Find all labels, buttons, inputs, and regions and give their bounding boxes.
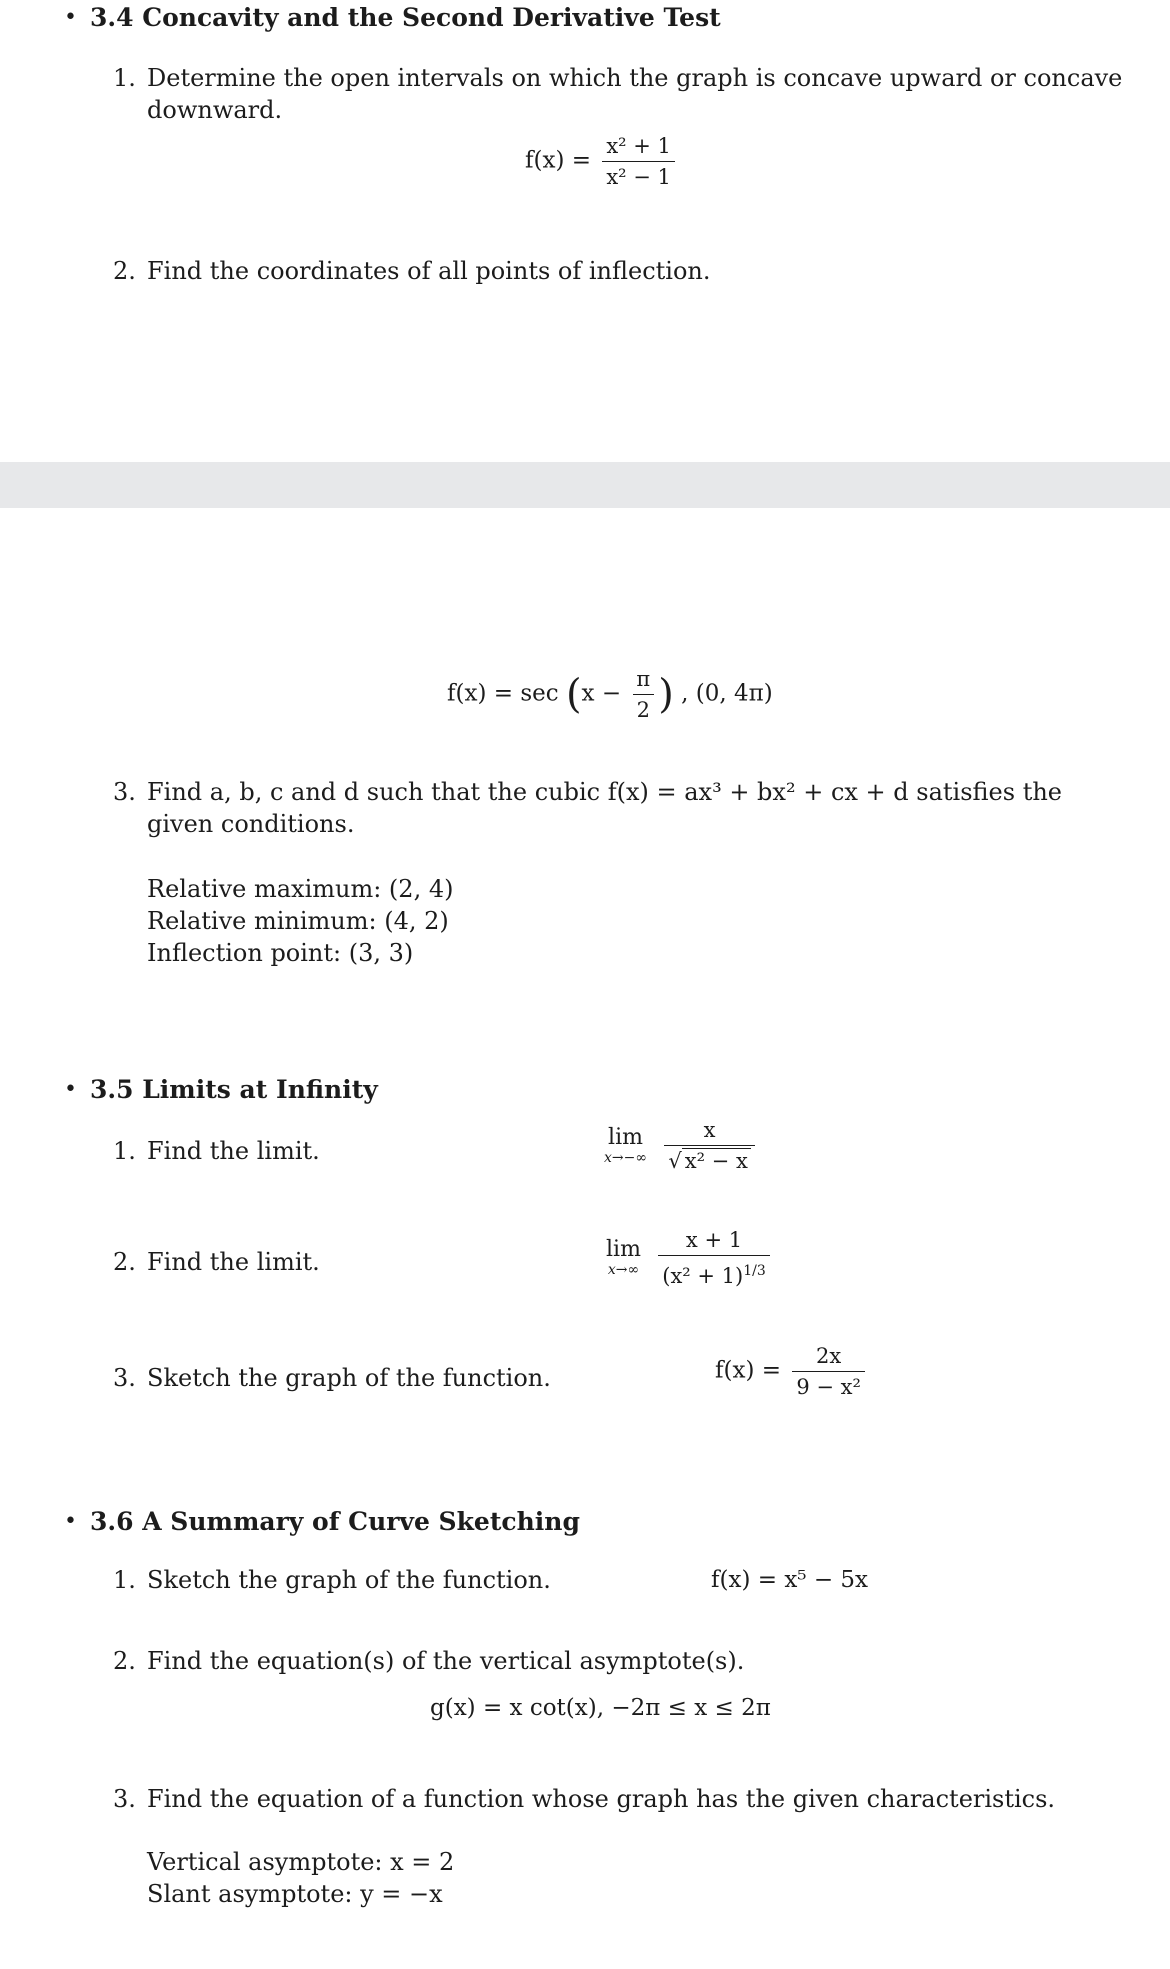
problem-number: 1. <box>113 1137 136 1165</box>
equation-f1: f(x) = $\frac{\text{x² + 1}}{\text{x² − 1}}$ <box>525 134 679 189</box>
problem-text: given conditions. <box>147 810 355 838</box>
section-title-3-6: 3.6 A Summary of Curve Sketching <box>90 1507 580 1536</box>
problem-number: 3. <box>113 1364 136 1392</box>
problem-text: Find the limit. <box>147 1248 320 1276</box>
equation-f35-3: f(x) = $\frac{2x}{\text{9 − x²}}$ <box>715 1344 869 1399</box>
problem-number: 2. <box>113 1248 136 1276</box>
problem-text: Find the equation of a function whose graph has the given characteristics. <box>147 1785 1056 1813</box>
condition: Relative minimum: (4, 2) <box>147 907 449 935</box>
problem-number: 2. <box>113 1647 136 1675</box>
bullet: • <box>64 1077 77 1102</box>
problem-number: 3. <box>113 778 136 806</box>
problem-text: Determine the open intervals on which the graph is concave upward or concave <box>147 64 1123 92</box>
problem-number: 1. <box>113 1566 136 1594</box>
problem-text: Find a, b, c and d such that the cubic f(x) = ax³ + bx² + cx + d satisfies the <box>147 778 1062 806</box>
problem-number: 3. <box>113 1785 136 1813</box>
limit-2: lim x→∞ $\frac{x + 1}{(x^2 + 1)^{1/3}}$ <box>606 1228 774 1288</box>
problem-text: Find the equation(s) of the vertical asymptote(s). <box>147 1647 745 1675</box>
equation-g36-2: g(x) = x cot(x), −2π ≤ x ≤ 2π <box>430 1695 771 1721</box>
bullet: • <box>64 1509 77 1534</box>
condition: Vertical asymptote: x = 2 <box>147 1848 455 1876</box>
problem-number: 1. <box>113 64 136 92</box>
problem-text: Find the coordinates of all points of inflection. <box>147 257 711 285</box>
problem-text: Find the limit. <box>147 1137 320 1165</box>
problem-text: downward. <box>147 96 283 124</box>
condition: Relative maximum: (2, 4) <box>147 875 454 903</box>
problem-number: 2. <box>113 257 136 285</box>
equation-f36-1: f(x) = x⁵ − 5x <box>711 1567 869 1593</box>
problem-text: Sketch the graph of the function. <box>147 1566 551 1594</box>
condition: Slant asymptote: y = −x <box>147 1880 443 1908</box>
gray-divider-band <box>0 462 1170 508</box>
bullet: • <box>64 5 77 30</box>
condition: Inflection point: (3, 3) <box>147 939 414 967</box>
problem-text: Sketch the graph of the function. <box>147 1364 551 1392</box>
equation-sec: f(x) = sec (x − $\frac{\pi}{2}$ ) , (0, 4π) <box>447 667 773 722</box>
limit-1: lim x→−∞ $\frac{x}{\text{√ x² − x}}$ <box>604 1118 759 1173</box>
section-title-3-4: 3.4 Concavity and the Second Derivative Test <box>90 3 721 32</box>
section-title-3-5: 3.5 Limits at Infinity <box>90 1075 378 1104</box>
